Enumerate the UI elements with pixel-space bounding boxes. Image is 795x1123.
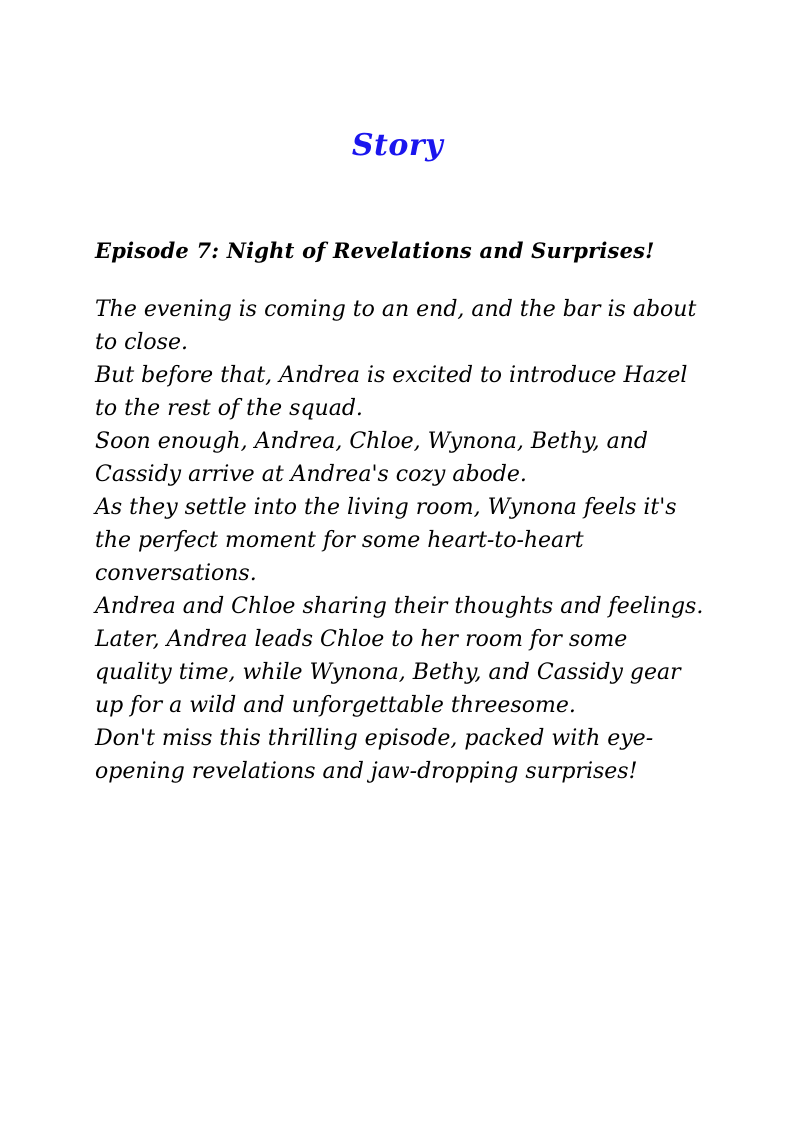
- story-line: Later, Andrea leads Chloe to her room for some quality time, while Wynona, Bethy, and Cassidy gear up for a wild and unforgettable threesome.: [95, 627, 681, 718]
- page-title: Story: [351, 128, 444, 163]
- story-content: [95, 238, 705, 788]
- story-line: Don't miss this thrilling episode, packed with eye-opening revelations and jaw-dropping surprises!: [95, 726, 654, 784]
- story-paragraphs: [95, 293, 705, 788]
- story-line: The evening is coming to an end, and the bar is about to close.: [95, 297, 697, 355]
- story-line: Andrea and Chloe sharing their thoughts and feelings.: [95, 594, 704, 619]
- story-line: Soon enough, Andrea, Chloe, Wynona, Bethy, and Cassidy arrive at Andrea's cozy abode.: [95, 429, 648, 487]
- episode-heading: Episode 7: Night of Revelations and Surprises!: [95, 238, 655, 263]
- story-line: As they settle into the living room, Wynona feels it's the perfect moment for some heart-to-heart conversations.: [95, 495, 677, 586]
- story-line: But before that, Andrea is excited to introduce Hazel to the rest of the squad.: [95, 363, 688, 421]
